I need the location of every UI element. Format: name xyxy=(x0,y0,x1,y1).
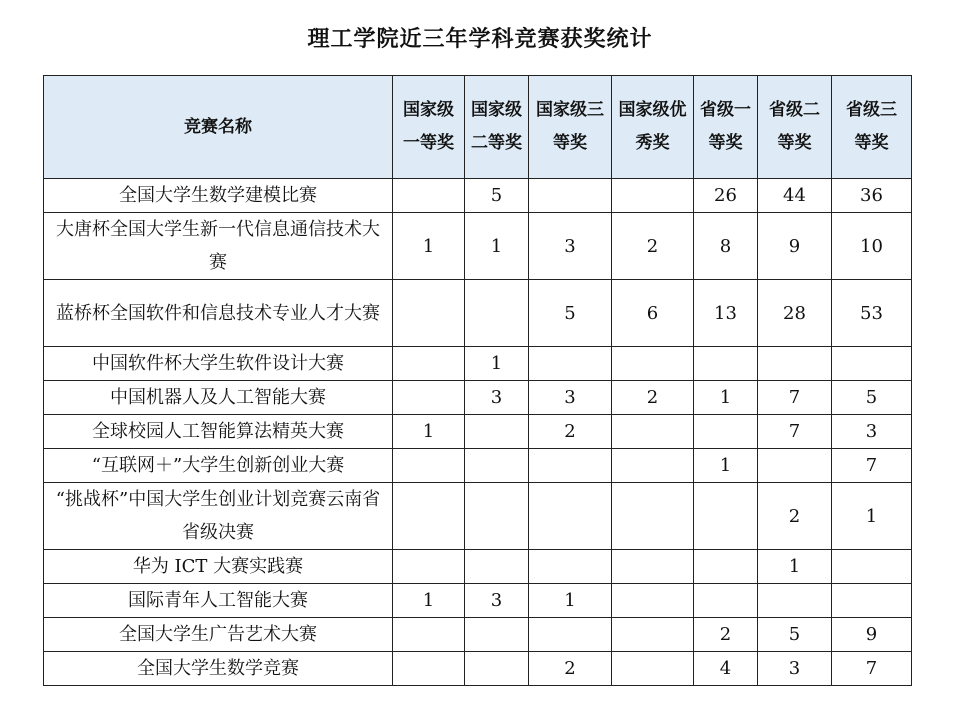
award-count: 5 xyxy=(465,179,529,213)
table-row xyxy=(44,381,912,415)
award-count: 9 xyxy=(832,618,912,652)
award-count xyxy=(529,550,612,584)
table-row xyxy=(44,550,912,584)
competition-name: 全球校园人工智能算法精英大赛 xyxy=(44,415,393,449)
award-count xyxy=(612,652,694,686)
header-provincial-second: 省级二等奖 xyxy=(758,76,832,179)
award-count: 3 xyxy=(529,381,612,415)
table-row xyxy=(44,652,912,686)
award-count xyxy=(465,483,529,550)
award-count: 2 xyxy=(612,213,694,280)
award-count: 7 xyxy=(758,415,832,449)
award-count: 1 xyxy=(529,584,612,618)
award-count: 36 xyxy=(832,179,912,213)
award-count xyxy=(529,449,612,483)
competition-name: 国际青年人工智能大赛 xyxy=(44,584,393,618)
award-count: 2 xyxy=(694,618,758,652)
competition-name: “挑战杯”中国大学生创业计划竞赛云南省省级决赛 xyxy=(44,483,393,550)
award-count xyxy=(529,483,612,550)
award-count: 3 xyxy=(832,415,912,449)
awards-table xyxy=(43,75,912,686)
award-count: 7 xyxy=(832,652,912,686)
award-count xyxy=(694,347,758,381)
table-row xyxy=(44,347,912,381)
award-count xyxy=(393,618,465,652)
award-count xyxy=(465,449,529,483)
award-count xyxy=(832,550,912,584)
award-count xyxy=(465,415,529,449)
award-count: 2 xyxy=(529,652,612,686)
award-count: 1 xyxy=(465,347,529,381)
page-title: 理工学院近三年学科竞赛获奖统计 xyxy=(307,27,653,52)
award-count xyxy=(393,347,465,381)
award-count: 1 xyxy=(393,584,465,618)
award-count xyxy=(612,347,694,381)
competition-name: 全国大学生数学竞赛 xyxy=(44,652,393,686)
header-national-excellence: 国家级优秀奖 xyxy=(612,76,694,179)
table-row xyxy=(44,584,912,618)
competition-name: 中国软件杯大学生软件设计大赛 xyxy=(44,347,393,381)
award-count xyxy=(832,584,912,618)
award-count xyxy=(465,280,529,347)
header-provincial-third: 省级三等奖 xyxy=(832,76,912,179)
award-count xyxy=(465,652,529,686)
award-count xyxy=(393,280,465,347)
award-count: 1 xyxy=(393,213,465,280)
award-count xyxy=(612,483,694,550)
award-count: 5 xyxy=(529,280,612,347)
table-row xyxy=(44,213,912,280)
competition-name: 华为 ICT 大赛实践赛 xyxy=(44,550,393,584)
award-count xyxy=(612,584,694,618)
award-count xyxy=(529,179,612,213)
award-count: 3 xyxy=(465,381,529,415)
award-count xyxy=(393,652,465,686)
award-count: 2 xyxy=(758,483,832,550)
award-count xyxy=(393,381,465,415)
award-count: 3 xyxy=(529,213,612,280)
table-row xyxy=(44,179,912,213)
award-count: 7 xyxy=(758,381,832,415)
award-count xyxy=(465,618,529,652)
award-count: 3 xyxy=(465,584,529,618)
award-count xyxy=(393,449,465,483)
award-count xyxy=(529,347,612,381)
award-count xyxy=(465,550,529,584)
competition-name: 全国大学生广告艺术大赛 xyxy=(44,618,393,652)
table-row xyxy=(44,618,912,652)
competition-name: “互联网＋”大学生创新创业大赛 xyxy=(44,449,393,483)
award-count xyxy=(612,449,694,483)
award-count: 44 xyxy=(758,179,832,213)
header-competition-name: 竞赛名称 xyxy=(44,76,393,179)
award-count: 1 xyxy=(758,550,832,584)
award-count: 2 xyxy=(529,415,612,449)
competition-name: 全国大学生数学建模比赛 xyxy=(44,179,393,213)
award-count xyxy=(694,550,758,584)
header-national-second: 国家级二等奖 xyxy=(465,76,529,179)
award-count: 7 xyxy=(832,449,912,483)
award-count xyxy=(832,347,912,381)
competition-name: 中国机器人及人工智能大赛 xyxy=(44,381,393,415)
award-count: 5 xyxy=(832,381,912,415)
header-national-first: 国家级一等奖 xyxy=(393,76,465,179)
header-national-third: 国家级三等奖 xyxy=(529,76,612,179)
award-count xyxy=(758,584,832,618)
award-count: 26 xyxy=(694,179,758,213)
award-count xyxy=(694,584,758,618)
award-count: 10 xyxy=(832,213,912,280)
award-count xyxy=(529,618,612,652)
award-count: 53 xyxy=(832,280,912,347)
award-count: 5 xyxy=(758,618,832,652)
award-count xyxy=(393,550,465,584)
award-count xyxy=(694,483,758,550)
award-count xyxy=(612,618,694,652)
award-count xyxy=(393,483,465,550)
award-count: 8 xyxy=(694,213,758,280)
award-count xyxy=(758,347,832,381)
award-count: 1 xyxy=(465,213,529,280)
header-provincial-first: 省级一等奖 xyxy=(694,76,758,179)
award-count xyxy=(612,550,694,584)
award-count: 2 xyxy=(612,381,694,415)
award-count: 1 xyxy=(694,381,758,415)
award-count: 4 xyxy=(694,652,758,686)
table-row xyxy=(44,483,912,550)
award-count: 13 xyxy=(694,280,758,347)
table-row xyxy=(44,449,912,483)
award-count: 1 xyxy=(832,483,912,550)
competition-name: 蓝桥杯全国软件和信息技术专业人才大赛 xyxy=(44,280,393,347)
table-header-row xyxy=(44,76,912,179)
award-count xyxy=(758,449,832,483)
competition-name: 大唐杯全国大学生新一代信息通信技术大赛 xyxy=(44,213,393,280)
award-count xyxy=(612,415,694,449)
award-count: 3 xyxy=(758,652,832,686)
award-count xyxy=(393,179,465,213)
award-count xyxy=(612,179,694,213)
award-count: 6 xyxy=(612,280,694,347)
award-count: 9 xyxy=(758,213,832,280)
table-row xyxy=(44,280,912,347)
award-count: 1 xyxy=(393,415,465,449)
award-count xyxy=(694,415,758,449)
award-count: 28 xyxy=(758,280,832,347)
award-count: 1 xyxy=(694,449,758,483)
table-row xyxy=(44,415,912,449)
